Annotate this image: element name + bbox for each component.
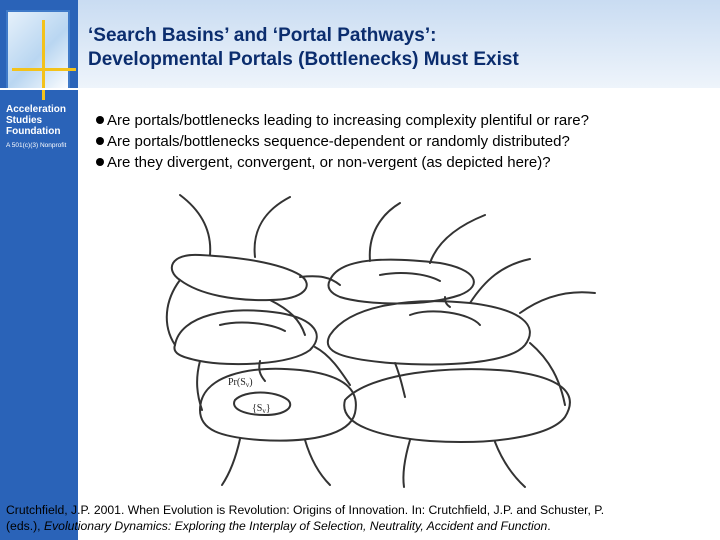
pathway: [222, 439, 240, 485]
pathway: [395, 363, 405, 397]
basin-2: [328, 260, 473, 304]
bullet-list: [96, 110, 716, 173]
bullet-text: Are portals/bottlenecks leading to increasing complexity plentiful or rare?: [107, 112, 589, 129]
pathway: [530, 343, 565, 405]
foundation-logo: [6, 10, 70, 90]
pathway: [370, 203, 400, 261]
org-line-1: Acceleration: [6, 104, 67, 115]
inner-loop: [380, 273, 440, 281]
bullet-text: Are portals/bottlenecks sequence-dependent or randomly distributed?: [107, 133, 570, 150]
title-line-2: Developmental Portals (Bottlenecks) Must Exist: [88, 49, 519, 70]
org-name: [6, 104, 76, 137]
bullet-item: [96, 110, 716, 131]
slide-title: [88, 24, 708, 72]
basin-6: [344, 369, 570, 442]
org-line-2: Studies: [6, 115, 43, 126]
pathway: [495, 442, 525, 487]
portal-pathways-diagram: [140, 185, 610, 490]
pathway: [430, 215, 485, 263]
citation-line-2: [6, 518, 718, 534]
pathway: [315, 347, 350, 385]
citation-line-1: Crutchfield, J.P. 2001. When Evolution is Revolution: Origins of Innovation. In: Crutchfield, J.P. and Schuster, P.: [6, 503, 605, 517]
inner-loop: [410, 311, 480, 325]
title-line-1: ‘Search Basins’ and ‘Portal Pathways’:: [88, 25, 437, 46]
bullet-item: [96, 152, 716, 173]
org-subtitle: A 501(c)(3) Nonprofit: [6, 142, 67, 149]
citation-eds: (eds.),: [6, 519, 44, 533]
citation-book-title: Evolutionary Dynamics: Exploring the Interplay of Selection, Neutrality, Accident and Function: [43, 519, 548, 533]
left-sidebar: [0, 0, 78, 540]
logo-cross-horizontal: [12, 68, 76, 71]
pathway: [305, 440, 330, 485]
pathway: [255, 197, 290, 257]
org-line-3: Foundation: [6, 126, 61, 137]
inner-loop: [220, 323, 285, 331]
bullet-icon: [96, 137, 104, 145]
bullet-text: Are they divergent, convergent, or non-vergent (as depicted here)?: [107, 154, 551, 171]
pathway: [403, 440, 410, 487]
pathway: [470, 259, 530, 303]
citation-period: .: [547, 519, 551, 533]
diagram-label-1: $Pr(S_v)$: [228, 377, 253, 389]
diagram-label-2: $\{S_v\}$: [252, 403, 271, 415]
pathway: [180, 195, 210, 255]
basin-5: [200, 369, 356, 441]
basin-1: [172, 255, 307, 300]
bullet-icon: [96, 158, 104, 166]
citation: [6, 502, 718, 534]
pathway: [520, 292, 595, 313]
header-divider: [0, 88, 720, 90]
bullet-icon: [96, 116, 104, 124]
bullet-item: [96, 131, 716, 152]
